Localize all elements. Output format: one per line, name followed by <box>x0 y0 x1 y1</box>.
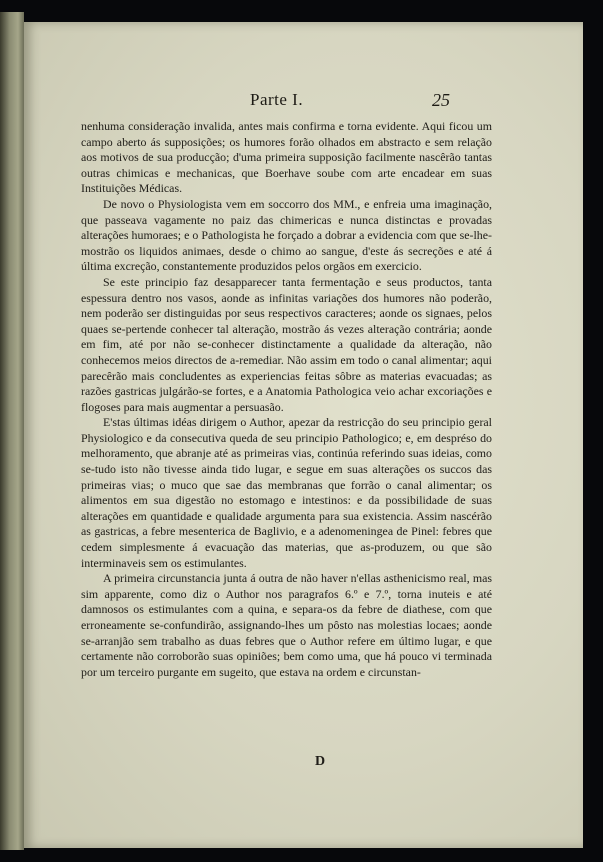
paragraph: nenhuma consideração invalida, antes mais confirma e torna evidente. Aqui ficou um campo aberto ás supposições; os humores forão olhados em abstracto e sem relação aos motivos de sua producção; d'uma primeira supposição facilmente nascêrão tantas outras chimicas e mechanicas, que Boerhave soube com arte encadear em suas Instituições Médicas. <box>81 119 492 196</box>
binding-gutter <box>0 12 24 850</box>
body-text <box>81 119 492 680</box>
book-page <box>24 22 583 848</box>
paragraph: A primeira circunstancia junta á outra de não haver n'ellas asthenicismo real, mas sim apparente, como diz o Author nos paragrafos 6.º e 7.º, torna inuteis e até damnosos os estimulantes com a quina, e separa-os da febre de diathese, com que erroneamente se-confundirão, assignando-lhes um pôsto nas molestias locaes; aonde se-arranjão sem trabalho as duas febres que o Author refere em último lugar, e que certamente não corroborão suas opiniões; bem como uma, que há pouco vi terminada por um terceiro purgante em sugeito, que estava na ordem e circunstan- <box>81 571 492 679</box>
paragraph: De novo o Physiologista vem em soccorro dos MM., e enfreia uma imaginação, que passeava vagamente no paiz das chimericas e nunca distinctas e provadas alterações humoraes; e o Pathologista he forçado a dobrar a evidencia com que se-lhe-mostrão os liquidos animaes, desde o chimo ao sangue, d'este ás secreções e até á última excreção, constantemente produzidos pelos orgãos em exercicio. <box>81 196 492 274</box>
running-head: Parte I. <box>250 90 304 109</box>
paragraph: Se este principio faz desapparecer tanta fermentação e seus productos, tanta espessura dentro nos vasos, aonde as infinitas variações dos humores não poderão, nem poderão ser distinguidas por seus respectivos caracteres; aonde os signaes, pelos quaes se-pertende conhecer tal alteração, mostrão ás vezes alteração contrária; aonde em fim, até por não se-conhecer distinctamente a qualidade da alteração, não conhecemos meios directos de a-remediar. Não assim em todo o canal alimentar; aqui parecêrão mais concludentes as experiencias feitas sôbre as materias evacuadas; as razões gastricas julgárão-se fortes, e a Anatomia Pathologica veio achar excoriações e flogoses para mais augmentar a persuasão. <box>81 274 492 414</box>
page-number: 25 <box>432 90 450 110</box>
paragraph: E'stas últimas idéas dirigem o Author, apezar da restricção do seu principio geral Physiologico e da consecutiva queda de seu principio Pathologico; e, em despréso do melhoramento, que abranje até as primeiras vias, continúa referindo suas ideias, como se-tudo isto não tivesse ainda tido lugar, e segue em suas alterações os succos das primeiras vias; o muco que sae das membranas que forrão o canal alimentar; os alimentos em sua digestão no estomago e intestinos: e da possibilidade de suas alterações em quantidade e qualidade argumenta para sua existencia. Assim nascérão as gastricas, a febre mesenterica de Baglivio, e a adenomeningea de Pinel: febres que cedem simplesmente á evacuação das materias, que as-produzem, ou que são interminaveis sem os estimulantes. <box>81 415 492 570</box>
page-header <box>24 90 583 114</box>
signature-mark: D <box>315 754 326 769</box>
